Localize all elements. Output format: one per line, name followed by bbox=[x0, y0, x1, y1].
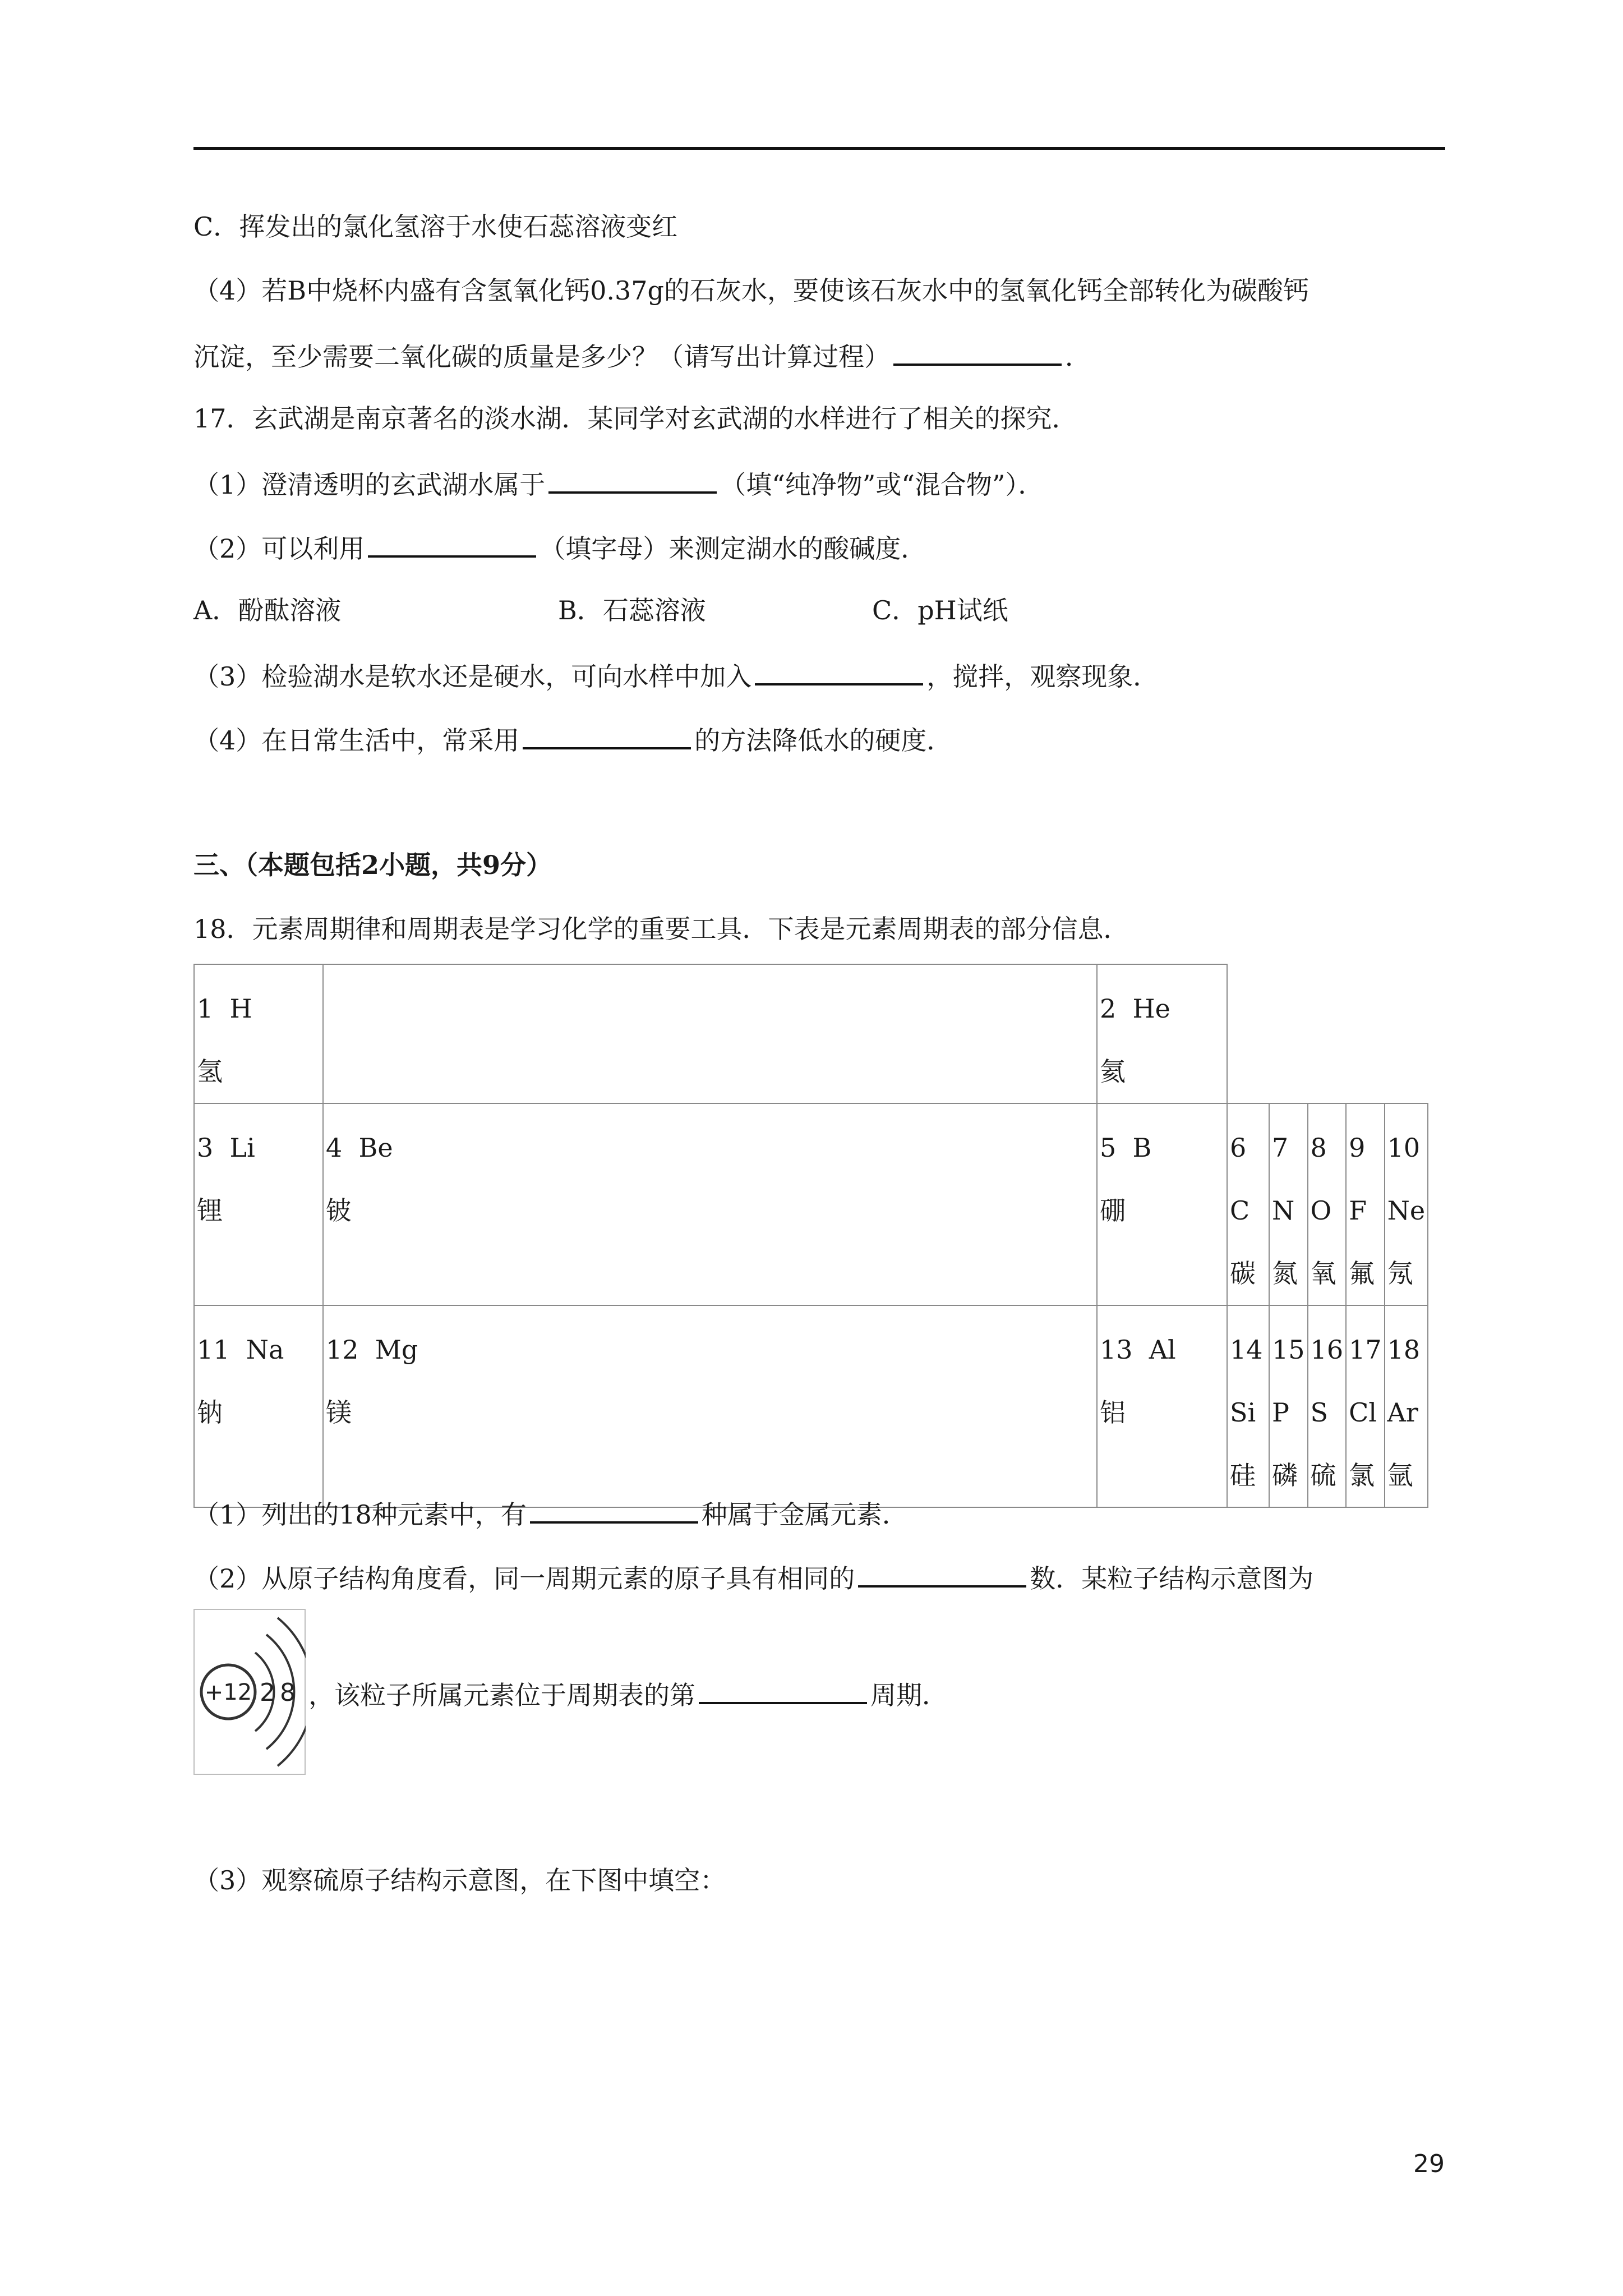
header-rule bbox=[193, 147, 1445, 150]
shell-1-electrons: 2 bbox=[260, 1678, 275, 1707]
element-cell: 12 Mg 镁 bbox=[323, 1305, 1097, 1507]
question-17-1: （1）澄清透明的玄武湖水属于 （填“纯净物”或“混合物”）． bbox=[193, 466, 1044, 501]
page-number: 29 bbox=[1413, 2150, 1445, 2178]
element-cell: 3 Li 锂 bbox=[194, 1103, 323, 1305]
question-17-stem: 17．玄武湖是南京著名的淡水湖．某同学对玄武湖的水样进行了相关的探究． bbox=[193, 403, 1078, 434]
question-17-options bbox=[193, 593, 1008, 627]
element-cell: 10 Ne 氖 bbox=[1385, 1103, 1428, 1305]
element-cell: 11 Na 钠 bbox=[194, 1305, 323, 1507]
question-17-3: （3）检验湖水是软水还是硬水，可向水样中加入 ，搅拌，观察现象． bbox=[193, 657, 1159, 693]
element-cell: 6 C 碳 bbox=[1227, 1103, 1269, 1305]
element-cell: 14 Si 硅 bbox=[1227, 1305, 1269, 1507]
element-cell: 2 He 氦 bbox=[1097, 964, 1227, 1103]
option-b: B．石蕊溶液 bbox=[558, 595, 706, 625]
table-row-period-3 bbox=[194, 1305, 1472, 1507]
answer-blank[interactable] bbox=[893, 338, 1062, 366]
element-cell: 7 N 氮 bbox=[1269, 1103, 1308, 1305]
question-16-4-continued: 沉淀，至少需要二氧化碳的质量是多少？（请写出计算过程） ． bbox=[193, 338, 1091, 374]
shell-2-electrons: 8 bbox=[280, 1678, 296, 1707]
element-cell: 8 O 氧 bbox=[1308, 1103, 1347, 1305]
section-3-heading: 三、（本题包括2小题，共9分） bbox=[193, 850, 552, 880]
option-c: C．pH试纸 bbox=[872, 595, 1008, 625]
table-spacer-cell bbox=[323, 964, 1097, 1103]
question-17-4: （4）在日常生活中，常采用 的方法降低水的硬度． bbox=[193, 721, 952, 757]
element-cell: 16 S 硫 bbox=[1308, 1305, 1347, 1507]
periodic-table bbox=[193, 964, 1472, 1508]
table-row-period-1 bbox=[194, 964, 1472, 1103]
question-16-4-line: （4）若B中烧杯内盛有含氢氧化钙0.37g的石灰水，要使该石灰水中的氢氧化钙全部转化为碳酸钙 bbox=[193, 275, 1309, 306]
nucleus-charge: +12 bbox=[204, 1680, 252, 1705]
answer-blank[interactable] bbox=[548, 466, 717, 494]
table-row-period-2 bbox=[194, 1103, 1472, 1305]
answer-blank[interactable] bbox=[530, 1496, 698, 1524]
question-18-2-continued: ，该粒子所属元素位于周期表的第 周期． bbox=[308, 1676, 948, 1712]
answer-blank[interactable] bbox=[699, 1676, 867, 1704]
question-18-2: （2）从原子结构角度看，同一周期元素的原子具有相同的 数．某粒子结构示意图为 bbox=[193, 1559, 1313, 1595]
element-cell: 15 P 磷 bbox=[1269, 1305, 1308, 1507]
question-18-stem: 18．元素周期律和周期表是学习化学的重要工具．下表是元素周期表的部分信息． bbox=[193, 914, 1129, 944]
answer-blank[interactable] bbox=[523, 721, 691, 749]
option-a: A．酚酞溶液 bbox=[193, 595, 342, 625]
element-cell: 18 Ar 氩 bbox=[1385, 1305, 1428, 1507]
option-c-line: C．挥发出的氯化氢溶于水使石蕊溶液变红 bbox=[193, 211, 678, 242]
answer-blank[interactable] bbox=[755, 657, 923, 685]
answer-blank[interactable] bbox=[858, 1559, 1026, 1588]
element-cell: 1 H 氢 bbox=[194, 964, 323, 1103]
question-18-1: （1）列出的18种元素中，有 种属于金属元素． bbox=[193, 1496, 908, 1531]
element-cell: 5 B 硼 bbox=[1097, 1103, 1227, 1305]
question-17-2: （2）可以利用 （填字母）来测定湖水的酸碱度． bbox=[193, 530, 926, 565]
answer-blank[interactable] bbox=[368, 530, 536, 558]
question-18-3: （3）观察硫原子结构示意图，在下图中填空： bbox=[193, 1865, 726, 1895]
element-cell: 13 Al 铝 bbox=[1097, 1305, 1227, 1507]
element-cell: 17 Cl 氯 bbox=[1346, 1305, 1385, 1507]
element-cell: 9 F 氟 bbox=[1346, 1103, 1385, 1305]
atom-structure-diagram bbox=[193, 1609, 306, 1775]
element-cell: 4 Be 铍 bbox=[323, 1103, 1097, 1305]
